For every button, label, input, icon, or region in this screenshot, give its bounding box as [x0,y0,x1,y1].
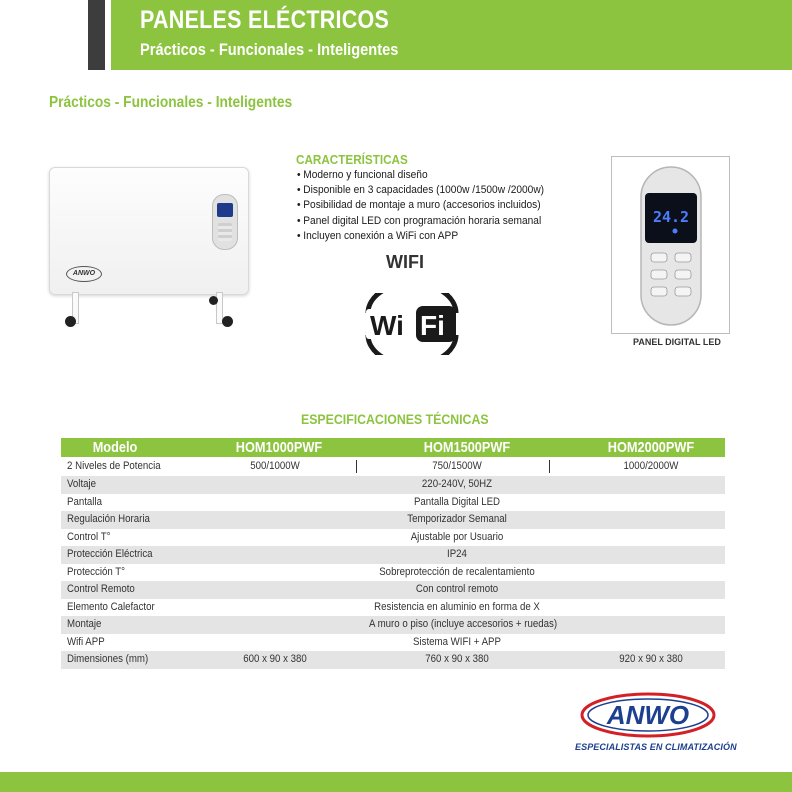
wifi-label: WIFI [386,252,424,272]
panel-button-down [675,287,691,296]
heater-wheel-left [65,316,76,327]
spec-value-2000: 1000/2000W [623,460,679,472]
panel-caption: PANEL DIGITAL LED [633,337,721,347]
spec-label: Elemento Calefactor [67,600,155,613]
wifi-logo-icon [362,293,462,355]
table-row [61,616,725,634]
spec-label: Pantalla [67,495,102,508]
panel-body [641,167,701,325]
heater-buttons [218,223,232,241]
spec-label: Protección T° [67,565,126,578]
panel-button-fan [651,287,667,296]
specs-header-col2: HOM1500PWF [423,439,511,456]
heater-wheel-back [209,296,218,305]
features-title: CARACTERÍSTICAS [296,152,408,167]
panel-button-power [651,253,667,262]
spec-value-2000: 920 x 90 x 380 [619,653,683,665]
panel-button-timer [675,253,691,262]
heater-control-panel [212,194,238,250]
spec-value: 220-240V, 50HZ [421,478,493,490]
table-row [61,634,725,652]
heater-wheel-right [222,316,233,327]
column-divider [549,460,550,473]
table-row [61,651,725,669]
spec-label: Protección Eléctrica [67,548,153,560]
spec-value: Pantalla Digital LED [413,495,501,508]
spec-value: IP24 [447,548,467,560]
feature-item: • Disponible en 3 capacidades (1000w /1500w /2000w) [297,183,544,198]
tagline: Prácticos - Funcionales - Inteligentes [49,94,293,111]
page-subtitle: Prácticos - Funcionales - Inteligentes [140,40,399,59]
heater-brand-logo: ANWO [66,266,102,282]
panel-button-up [675,270,691,279]
wifi-logo-wi: Wi [370,310,404,341]
spec-label: Control T° [67,530,111,543]
panel-button-mode [651,270,667,279]
table-row [61,458,725,476]
heater-image [49,167,249,295]
spec-value-1000: 600 x 90 x 380 [243,653,307,665]
spec-value: A muro o piso (incluye accesorios + ruedas) [369,618,558,630]
feature-item: • Incluyen conexión a WiFi con APP [297,229,544,244]
page-title: PANELES ELÉCTRICOS [140,6,390,34]
spec-label: Dimensiones (mm) [67,653,149,665]
panel-temp-readout: 24.2 [652,208,690,226]
spec-label: Montaje [67,618,102,630]
brand-logo-mark [578,690,718,740]
spec-label: Wifi APP [67,635,105,648]
column-divider [356,460,357,473]
brand-logo [578,690,718,745]
spec-value-1500: 760 x 90 x 380 [425,653,489,665]
spec-value: Sistema WIFI + APP [413,635,501,648]
panel-photo-frame [611,156,730,334]
table-row [61,564,725,582]
spec-value: Sobreprotección de recalentamiento [379,565,535,578]
spec-value: Resistencia en aluminio en forma de X [374,600,540,613]
spec-label: Voltaje [67,478,97,490]
footer-bar [0,772,792,792]
features-list [297,168,572,244]
spec-value: Con control remoto [415,583,499,595]
panel-power-indicator [673,229,678,234]
digital-panel-image [612,157,729,333]
spec-value: Temporizador Semanal [407,513,507,525]
table-row [61,494,725,512]
table-row [61,599,725,617]
spec-value-1000: 500/1000W [250,460,300,472]
specs-header-row [61,438,725,457]
spec-value: Ajustable por Usuario [410,530,504,543]
heater-display [217,203,233,217]
specs-header-col1: HOM1000PWF [235,439,323,456]
spec-label: Control Remoto [67,583,135,595]
table-row [61,546,725,564]
specs-header-model: Modelo [92,439,138,456]
specs-header-col3: HOM2000PWF [607,439,695,456]
spec-value-1500: 750/1500W [432,460,482,472]
feature-item: • Moderno y funcional diseño [297,168,544,183]
table-row [61,581,725,599]
brand-logo-text: ANWO [606,700,690,730]
spec-label: 2 Niveles de Potencia [67,460,161,472]
table-row [61,476,725,494]
header-dark-bar [88,0,105,70]
specs-title: ESPECIFICACIONES TÉCNICAS [301,411,489,427]
feature-item: • Posibilidad de montaje a muro (accesorios incluidos) [297,198,544,213]
feature-item: • Panel digital LED con programación horaria semanal [297,214,544,229]
spec-label: Regulación Horaria [67,513,150,525]
wifi-logo-fi: Fi [420,310,445,341]
brand-slogan: ESPECIALISTAS EN CLIMATIZACIÓN [575,742,737,752]
table-row [61,529,725,547]
table-row [61,511,725,529]
